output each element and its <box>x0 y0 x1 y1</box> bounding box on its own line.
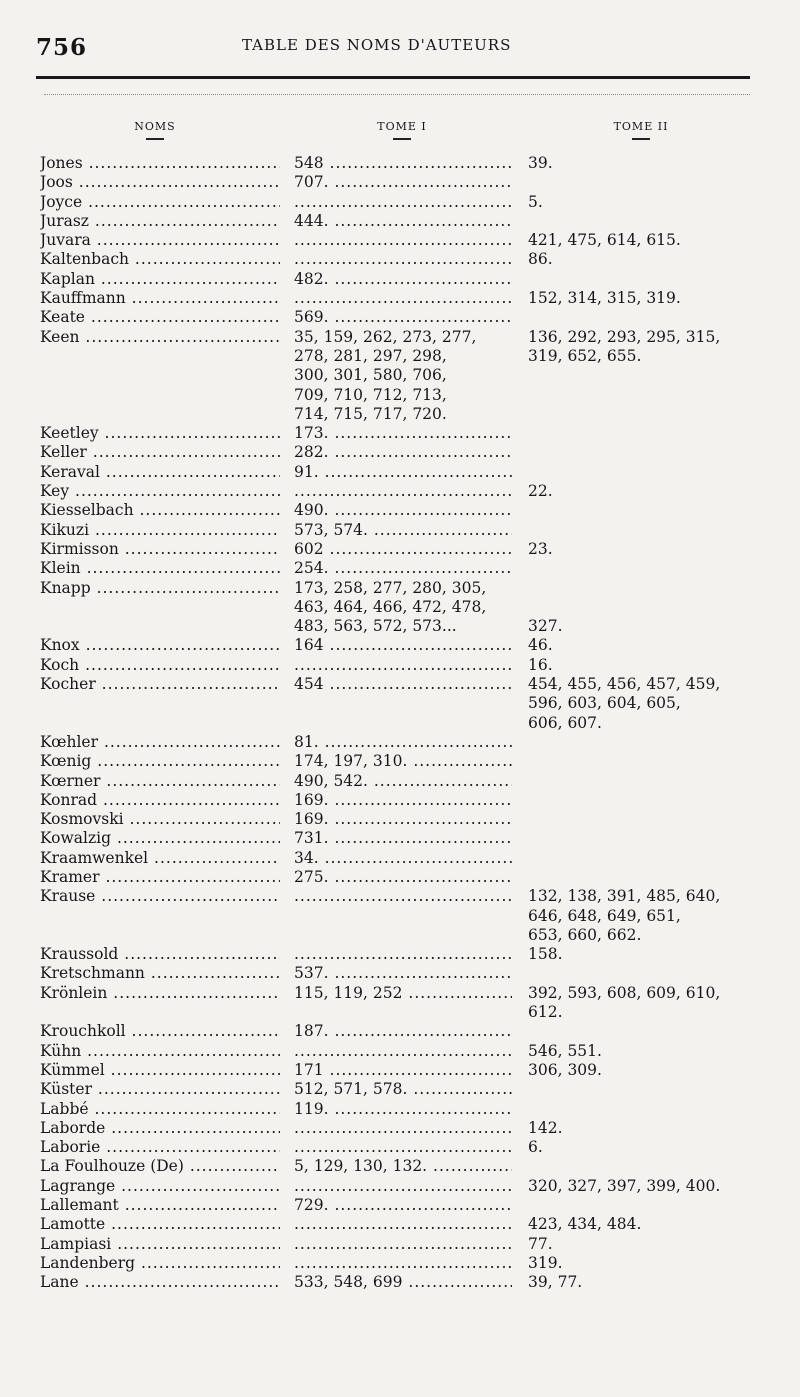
index-entry <box>0 289 800 308</box>
author-name: Konrad ..... <box>40 791 280 810</box>
tome1-pages: 282. ..... <box>294 443 512 462</box>
tome2-pages: 6. <box>528 1138 543 1157</box>
index-entry <box>0 887 800 945</box>
index-entry <box>0 482 800 501</box>
author-name: Krouchkoll ..... <box>40 1022 280 1041</box>
index-entry <box>0 231 800 250</box>
author-name: Kowalzig ..... <box>40 829 280 848</box>
author-name: Laborde ..... <box>40 1119 280 1138</box>
tome2-pages: 46. <box>528 636 553 655</box>
tome1-pages <box>294 945 512 964</box>
author-name: Jones ..... <box>40 154 280 173</box>
tome1-pages: 707. ..... <box>294 173 512 192</box>
author-name: Lampiasi ..... <box>40 1235 280 1254</box>
author-name: Knapp ..... <box>40 579 280 598</box>
index-entry <box>0 733 800 752</box>
index-entry <box>0 1215 800 1234</box>
tome1-pages <box>294 1119 512 1138</box>
index-entry <box>0 1157 800 1176</box>
tome2-pages: 86. <box>528 250 553 269</box>
index-entry <box>0 1061 800 1080</box>
author-name: Knox ..... <box>40 636 280 655</box>
index-entry <box>0 868 800 887</box>
tome1-pages: 490, 542. ..... <box>294 772 512 791</box>
tome1-pages: 173. ..... <box>294 424 512 443</box>
tome2-pages: 158. <box>528 945 563 964</box>
author-name: Kiesselbach ..... <box>40 501 280 520</box>
index-entry <box>0 424 800 443</box>
index-entry <box>0 791 800 810</box>
index-entry <box>0 810 800 829</box>
tome2-pages: 39, 77. <box>528 1273 583 1292</box>
tome2-pages: 16. <box>528 655 553 674</box>
tome1-pages <box>294 193 512 212</box>
author-name: Keate ..... <box>40 308 280 327</box>
tome2-pages: 39. <box>528 154 553 172</box>
tome2-pages: 22. <box>528 482 553 501</box>
author-name: Lamotte ..... <box>40 1215 280 1234</box>
header-rule <box>36 76 750 79</box>
index-entry <box>0 1138 800 1157</box>
tome1-pages: 537. ..... <box>294 964 512 983</box>
tome1-pages: 275. ..... <box>294 868 512 887</box>
column-header-dash <box>632 138 650 140</box>
tome1-pages <box>294 1042 512 1061</box>
author-name: Kramer ..... <box>40 868 280 887</box>
column-header-tome2-label: TOME II <box>613 120 669 133</box>
tome2-pages: 5. <box>528 192 543 211</box>
tome1-pages: 171 ..... <box>294 1061 512 1080</box>
author-name: Keller ..... <box>40 443 280 462</box>
author-name: Kauffmann ..... <box>40 289 280 308</box>
tome1-pages: 115, 119, 252 ..... <box>294 984 512 1003</box>
tome2-pages: 142. <box>528 1118 563 1137</box>
tome1-pages <box>294 1138 512 1157</box>
author-name: Kraamwenkel ..... <box>40 849 280 868</box>
index-entry <box>0 193 800 212</box>
tome1-pages: 91. ..... <box>294 463 512 482</box>
tome1-pages: 254. ..... <box>294 559 512 578</box>
index-entry <box>0 829 800 848</box>
index-entry <box>0 559 800 578</box>
tome1-pages: 602 ..... <box>294 540 512 559</box>
author-name: Laborie ..... <box>40 1138 280 1157</box>
tome1-pages: 729. ..... <box>294 1196 512 1215</box>
tome2-pages: 546, 551. <box>528 1041 602 1060</box>
author-name: Kaplan ..... <box>40 270 280 289</box>
author-name: Kraussold ..... <box>40 945 280 964</box>
tome1-pages: 573, 574. ..... <box>294 521 512 540</box>
author-name: Joos ..... <box>40 173 280 192</box>
author-name: La Foulhouze (De) ..... <box>40 1157 280 1176</box>
tome1-pages <box>294 482 512 501</box>
tome1-pages <box>294 887 512 906</box>
author-name: Kretschmann ..... <box>40 964 280 983</box>
index-entry <box>0 308 800 327</box>
tome2-pages: 454, 455, 456, 457, 459, 596, 603, 604, 605, 606, 607. <box>528 675 721 732</box>
tome1-pages: 512, 571, 578. ..... <box>294 1080 512 1099</box>
author-name: Labbé ..... <box>40 1100 280 1119</box>
index-entry <box>0 579 800 637</box>
tome1-pages: 5, 129, 130, 132. ..... <box>294 1157 512 1176</box>
tome2-pages: 319. <box>528 1253 563 1272</box>
tome1-pages: 119. ..... <box>294 1100 512 1119</box>
index-entry <box>0 250 800 269</box>
index-entry <box>0 1196 800 1215</box>
index-entry <box>0 752 800 771</box>
index-entry <box>0 849 800 868</box>
tome1-pages: 490. ..... <box>294 501 512 520</box>
tome1-pages: 164 ..... <box>294 636 512 655</box>
author-name: Krause ..... <box>40 887 280 906</box>
tome2-pages: 77. <box>528 1234 553 1253</box>
tome1-pages: 569. ..... <box>294 308 512 327</box>
tome1-pages: 533, 548, 699 ..... <box>294 1273 512 1292</box>
author-name: Kirmisson ..... <box>40 540 280 559</box>
page-number: 756 <box>36 34 88 61</box>
author-name: Krönlein ..... <box>40 984 280 1003</box>
index-entry <box>0 540 800 559</box>
index-entry <box>0 964 800 983</box>
author-name: Lagrange ..... <box>40 1177 280 1196</box>
page-title: TABLE DES NOMS D'AUTEURS <box>242 36 512 54</box>
author-name: Keen ..... <box>40 328 280 347</box>
column-header-noms <box>130 120 180 140</box>
author-name: Keetley ..... <box>40 424 280 443</box>
tome2-pages: 306, 309. <box>528 1060 602 1079</box>
column-header-tome1-label: TOME I <box>377 120 427 133</box>
index-entry <box>0 1254 800 1273</box>
tome1-pages <box>294 1177 512 1196</box>
author-name: Kosmovski ..... <box>40 810 280 829</box>
tome1-pages: 34. ..... <box>294 849 512 868</box>
tome2-pages: 136, 292, 293, 295, 315, 319, 652, 655. <box>528 327 721 365</box>
index-entry <box>0 521 800 540</box>
tome1-pages: 169. ..... <box>294 791 512 810</box>
author-name: Kœrner ..... <box>40 772 280 791</box>
index-entry <box>0 636 800 655</box>
tome1-pages: 444. ..... <box>294 212 512 231</box>
tome2-pages: 132, 138, 391, 485, 640, 646, 648, 649, 651, 653, 660, 662. <box>528 887 721 944</box>
index-entry <box>0 1100 800 1119</box>
index-entry <box>0 270 800 289</box>
index-entry <box>0 173 800 192</box>
tome1-pages: 548 ..... <box>294 154 512 173</box>
author-name: Kühn ..... <box>40 1042 280 1061</box>
tome1-pages: 187. ..... <box>294 1022 512 1041</box>
index-entry <box>0 1119 800 1138</box>
column-header-tome2 <box>606 120 676 140</box>
tome2-pages: 327. <box>528 617 563 636</box>
index-entry <box>0 443 800 462</box>
tome1-pages <box>294 1215 512 1234</box>
tome2-pages: 152, 314, 315, 319. <box>528 289 681 308</box>
index-entry <box>0 772 800 791</box>
tome2-pages: 421, 475, 614, 615. <box>528 231 681 250</box>
header-faint-rule <box>44 94 750 96</box>
index-entry <box>0 1022 800 1041</box>
index-entry <box>0 212 800 231</box>
tome1-pages: 81. ..... <box>294 733 512 752</box>
author-name: Kikuzi ..... <box>40 521 280 540</box>
tome1-pages <box>294 656 512 675</box>
author-name: Key ..... <box>40 482 280 501</box>
tome1-pages <box>294 250 512 269</box>
author-name: Landenberg ..... <box>40 1254 280 1273</box>
author-name: Kocher ..... <box>40 675 280 694</box>
index-entry <box>0 1273 800 1292</box>
index-entry <box>0 984 800 1023</box>
tome1-pages <box>294 1254 512 1273</box>
author-name: Kümmel ..... <box>40 1061 280 1080</box>
column-header-noms-label: NOMS <box>134 120 176 133</box>
author-name: Kaltenbach ..... <box>40 250 280 269</box>
column-header-dash <box>393 138 411 140</box>
tome1-pages: 173, 258, 277, 280, 305, 463, 464, 466, 472, 478, 483, 563, 572, 573... <box>294 578 487 636</box>
tome1-pages: 35, 159, 262, 273, 277, 278, 281, 297, 298, 300, 301, 580, 706, 709, 710, 712, 713, 714, 715, 717, 720. <box>294 327 477 423</box>
tome2-pages: 320, 327, 397, 399, 400. <box>528 1176 721 1195</box>
author-name: Kœhler ..... <box>40 733 280 752</box>
author-name: Klein ..... <box>40 559 280 578</box>
tome2-pages: 23. <box>528 539 553 558</box>
author-name: Küster ..... <box>40 1080 280 1099</box>
author-name: Kœnig ..... <box>40 752 280 771</box>
tome2-pages: 392, 593, 608, 609, 610, 612. <box>528 983 721 1022</box>
index-entry <box>0 675 800 733</box>
index-entry <box>0 463 800 482</box>
index-entry <box>0 1080 800 1099</box>
index-entry <box>0 945 800 964</box>
column-header-tome1 <box>370 120 434 140</box>
tome1-pages <box>294 231 512 250</box>
author-name: Lane ..... <box>40 1273 280 1292</box>
tome1-pages: 169. ..... <box>294 810 512 829</box>
index-entry <box>0 656 800 675</box>
tome2-pages: 423, 434, 484. <box>528 1215 642 1234</box>
tome1-pages: 174, 197, 310. ..... <box>294 752 512 771</box>
index-entry <box>0 154 800 173</box>
tome1-pages <box>294 289 512 308</box>
index-entries <box>0 154 800 1293</box>
index-entry <box>0 1042 800 1061</box>
index-entry <box>0 501 800 520</box>
tome1-pages: 731. ..... <box>294 829 512 848</box>
tome1-pages <box>294 1235 512 1254</box>
author-name: Koch ..... <box>40 656 280 675</box>
column-header-dash <box>146 138 164 140</box>
author-name: Jurasz ..... <box>40 212 280 231</box>
index-entry <box>0 1177 800 1196</box>
author-name: Lallemant ..... <box>40 1196 280 1215</box>
author-name: Juvara ..... <box>40 231 280 250</box>
tome1-pages: 482. ..... <box>294 270 512 289</box>
index-entry <box>0 328 800 424</box>
author-name: Keraval ..... <box>40 463 280 482</box>
author-name: Joyce ..... <box>40 193 280 212</box>
index-entry <box>0 1235 800 1254</box>
tome1-pages: 454 ..... <box>294 675 512 694</box>
